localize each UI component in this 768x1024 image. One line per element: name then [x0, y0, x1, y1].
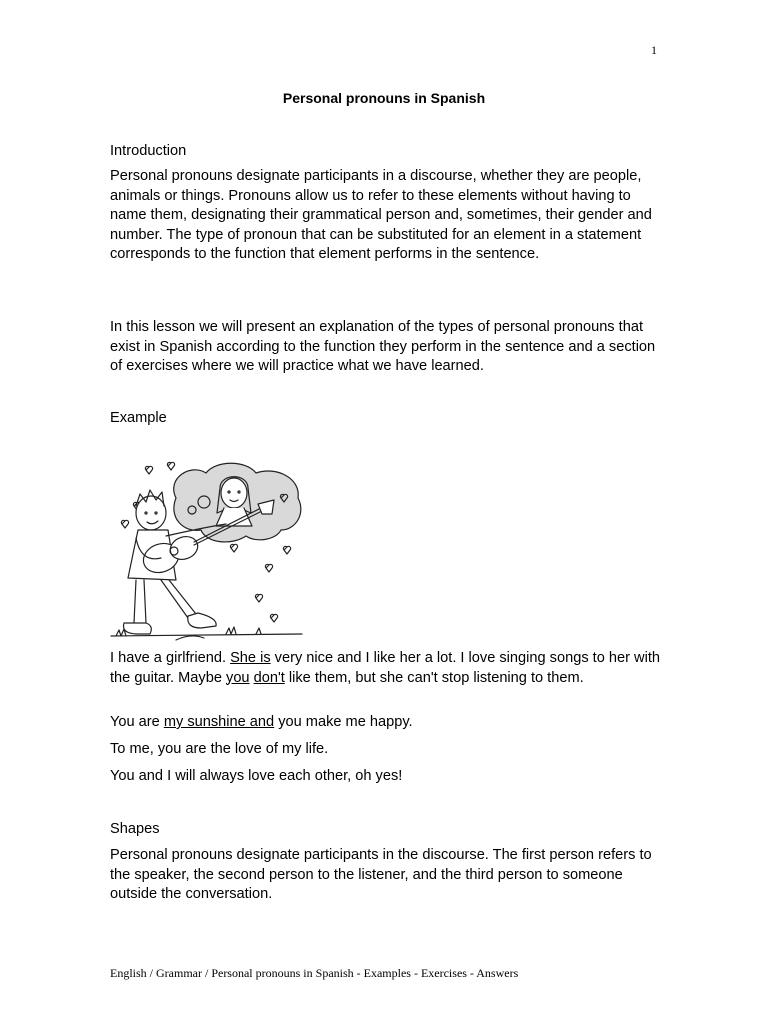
example-text: like them, but she can't stop listening to them. — [284, 669, 584, 686]
introduction-paragraph: Personal pronouns designate participants in a discourse, whether they are people, animals or things. Pronouns allow us to refer to these elements without having to name them, designating their grammatical person and, sometimes, their gender and number. The type of pronoun that can be substituted for an element in a statement corresponds to the function that element performs in the sentence. — [110, 168, 652, 262]
underlined-phrase: don't — [253, 669, 285, 686]
guitar-boy-illustration — [106, 458, 306, 648]
lesson-paragraph: In this lesson we will present an explanation of the types of personal pronouns that exist in Spanish according to the function they perform in the sentence and a section of exercises where we will practice what we have learned. — [110, 319, 656, 374]
example-text: I have a girlfriend. — [110, 650, 231, 666]
shapes-heading: Shapes — [110, 821, 160, 837]
page-number: 1 — [651, 43, 657, 57]
page-title: Personal pronouns in Spanish — [282, 90, 486, 106]
example-paragraph-3: To me, you are the love of my life. — [110, 741, 329, 757]
example-text: very nice and I like her a lot. I love singing songs to her with the guitar. Maybe — [110, 650, 660, 686]
example-text: You are — [110, 714, 164, 730]
underlined-phrase: She is — [230, 650, 271, 666]
example-paragraph-2 — [110, 713, 660, 733]
example-paragraph-4: You and I will always love each other, oh yes! — [110, 768, 403, 784]
introduction-heading: Introduction — [110, 143, 187, 159]
shapes-paragraph: Personal pronouns designate participants in the discourse. The first person refers to the speaker, the second person to the listener, and the third person to someone outside the conversation. — [110, 847, 652, 902]
underlined-phrase: my sunshine and — [163, 714, 275, 730]
example-text: you make me happy. — [274, 714, 413, 730]
underlined-phrase: you — [226, 669, 250, 686]
page-footer: English / Grammar / Personal pronouns in Spanish - Examples - Exercises - Answers — [110, 966, 519, 980]
example-heading: Example — [110, 410, 167, 426]
example-paragraph-1 — [110, 649, 660, 688]
